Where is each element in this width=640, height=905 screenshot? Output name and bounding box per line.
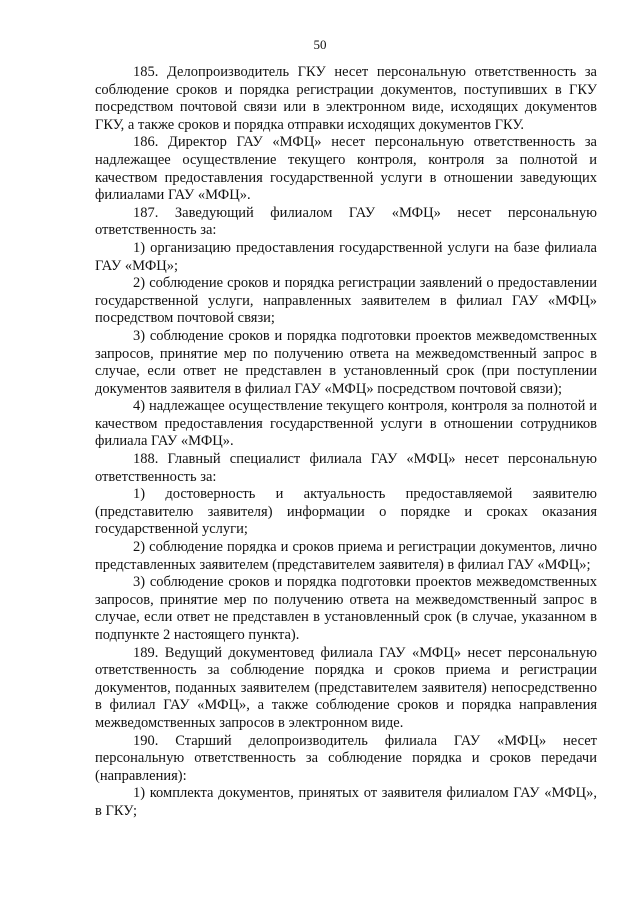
- paragraph-187-item-3: 3) соблюдение сроков и порядка подготовки проектов межведомственных запросов, принятие мер по получению ответа на межведомственный запрос в случае, если ответ не представлен в установленный срок (при поступлении документов заявителя в филиал ГАУ «МФЦ» посредством почтовой связи);: [95, 327, 597, 397]
- paragraph-188-item-3: 3) соблюдение сроков и порядка подготовки проектов межведомственных запросов, принятие мер по получению ответа на межведомственный запрос в случае, если ответ не представлен в установленный срок (в случае, указанном в подпункте 2 настоящего пункта).: [95, 574, 597, 643]
- paragraph-188-item-2: 2) соблюдение порядка и сроков приема и регистрации документов, лично представленных заявителем (представителем заявителя) в филиал ГАУ «МФЦ»;: [95, 539, 597, 573]
- paragraph-186: 186. Директор ГАУ «МФЦ» несет персональную ответственность за надлежащее осуществление текущего контроля, контроля за полнотой и качеством предоставления государственной услуги в отношении заведующих филиалами ГАУ «МФЦ».: [95, 134, 597, 204]
- paragraph-188-item-1: 1) достоверность и актуальность предоставляемой заявителю (представителю заявителя) информации о порядке и сроках оказания государственной услуги;: [95, 486, 597, 538]
- page-number: 50: [313, 37, 327, 52]
- paragraph-187-item-1: 1) организацию предоставления государственной услуги на базе филиала ГАУ «МФЦ»;: [95, 239, 597, 274]
- document-body: [95, 64, 597, 821]
- paragraph-187-item-2: 2) соблюдение сроков и порядка регистрации заявлений о предоставлении государственной услуги, направленных заявителем в филиал ГАУ «МФЦ» посредством почтовой связи;: [95, 275, 597, 327]
- paragraph-188: 188. Главный специалист филиала ГАУ «МФЦ» несет персональную ответственность за:: [95, 451, 597, 485]
- paragraph-187: 187. Заведующий филиалом ГАУ «МФЦ» несет персональную ответственность за:: [95, 204, 597, 239]
- paragraph-185: 185. Делопроизводитель ГКУ несет персональную ответственность за соблюдение сроков и порядка регистрации документов, поступивших в ГКУ посредством почтовой связи или в электронном виде, исходящих документов ГКУ, а также сроков и порядка отправки исходящих документов ГКУ.: [95, 64, 597, 133]
- paragraph-190-item-1: 1) комплекта документов, принятых от заявителя филиалом ГАУ «МФЦ», в ГКУ;: [95, 785, 597, 819]
- paragraph-189: 189. Ведущий документовед филиала ГАУ «МФЦ» несет персональную ответственность за соблюдение порядка и сроков приема и регистрации документов, поданных заявителем (представителем заявителя) непосредственно в филиал ГАУ «МФЦ», а также соблюдение сроков и порядка направления межведомственных запросов в электронном виде.: [95, 644, 597, 731]
- paragraph-190: 190. Старший делопроизводитель филиала ГАУ «МФЦ» несет персональную ответственность за соблюдение порядка и сроков передачи (направления):: [95, 732, 597, 784]
- paragraph-187-item-4: 4) надлежащее осуществление текущего контроля, контроля за полнотой и качеством предоставления государственной услуги в отношении сотрудников филиала ГАУ «МФЦ».: [95, 398, 597, 450]
